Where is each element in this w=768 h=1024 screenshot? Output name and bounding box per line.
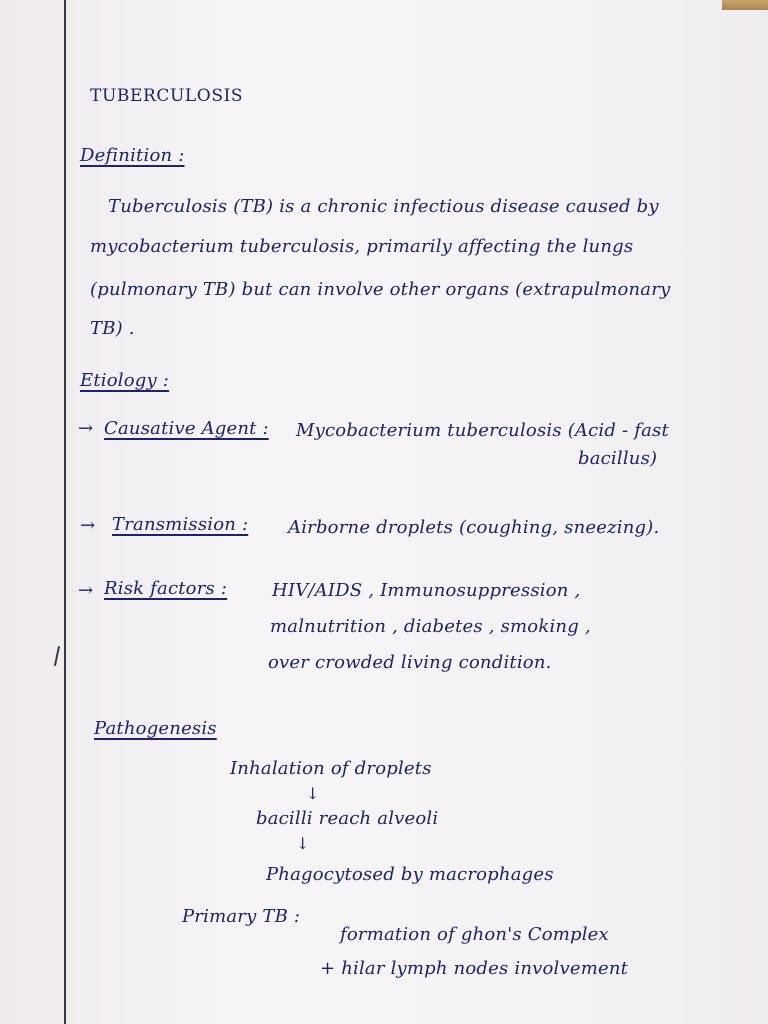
- primary-tb-line-2: + hilar lymph nodes involvement: [320, 958, 629, 979]
- definition-line-4: TB) .: [90, 318, 135, 339]
- page-corner: [722, 0, 768, 10]
- flow-arrow-icon: ↓: [296, 834, 310, 853]
- definition-line-1: Tuberculosis (TB) is a chronic infectious disease caused by: [108, 196, 659, 217]
- page-title: TUBERCULOSIS: [90, 86, 244, 106]
- arrow-icon: →: [78, 418, 94, 439]
- flow-step-2: bacilli reach alveoli: [256, 808, 439, 829]
- arrow-icon: →: [78, 580, 94, 601]
- margin-line: [64, 0, 66, 1024]
- etiology-heading: Etiology :: [80, 370, 170, 391]
- causative-agent-label: Causative Agent :: [104, 418, 269, 439]
- primary-tb-line-1: formation of ghon's Complex: [340, 924, 609, 945]
- definition-line-2: mycobacterium tuberculosis, primarily affecting the lungs: [90, 236, 634, 257]
- transmission-label: Transmission :: [112, 514, 249, 535]
- definition-line-3: (pulmonary TB) but can involve other organs (extrapulmonary: [90, 279, 671, 300]
- arrow-icon: →: [80, 515, 96, 536]
- transmission-value: Airborne droplets (coughing, sneezing).: [288, 517, 660, 538]
- risk-factors-value-2: malnutrition , diabetes , smoking ,: [270, 616, 591, 637]
- primary-tb-label: Primary TB :: [182, 906, 301, 927]
- causative-agent-value-1: Mycobacterium tuberculosis (Acid - fast: [296, 420, 669, 441]
- pathogenesis-heading: Pathogenesis: [94, 718, 217, 739]
- definition-heading: Definition :: [80, 145, 185, 166]
- causative-agent-value-2: bacillus): [578, 448, 658, 469]
- flow-arrow-icon: ↓: [306, 784, 320, 803]
- risk-factors-label: Risk factors :: [104, 578, 228, 599]
- risk-factors-value-3: over crowded living condition.: [268, 652, 552, 673]
- margin-mark: [54, 646, 60, 666]
- risk-factors-value-1: HIV/AIDS , Immunosuppression ,: [272, 580, 581, 601]
- flow-step-1: Inhalation of droplets: [230, 758, 432, 779]
- flow-step-3: Phagocytosed by macrophages: [266, 864, 554, 885]
